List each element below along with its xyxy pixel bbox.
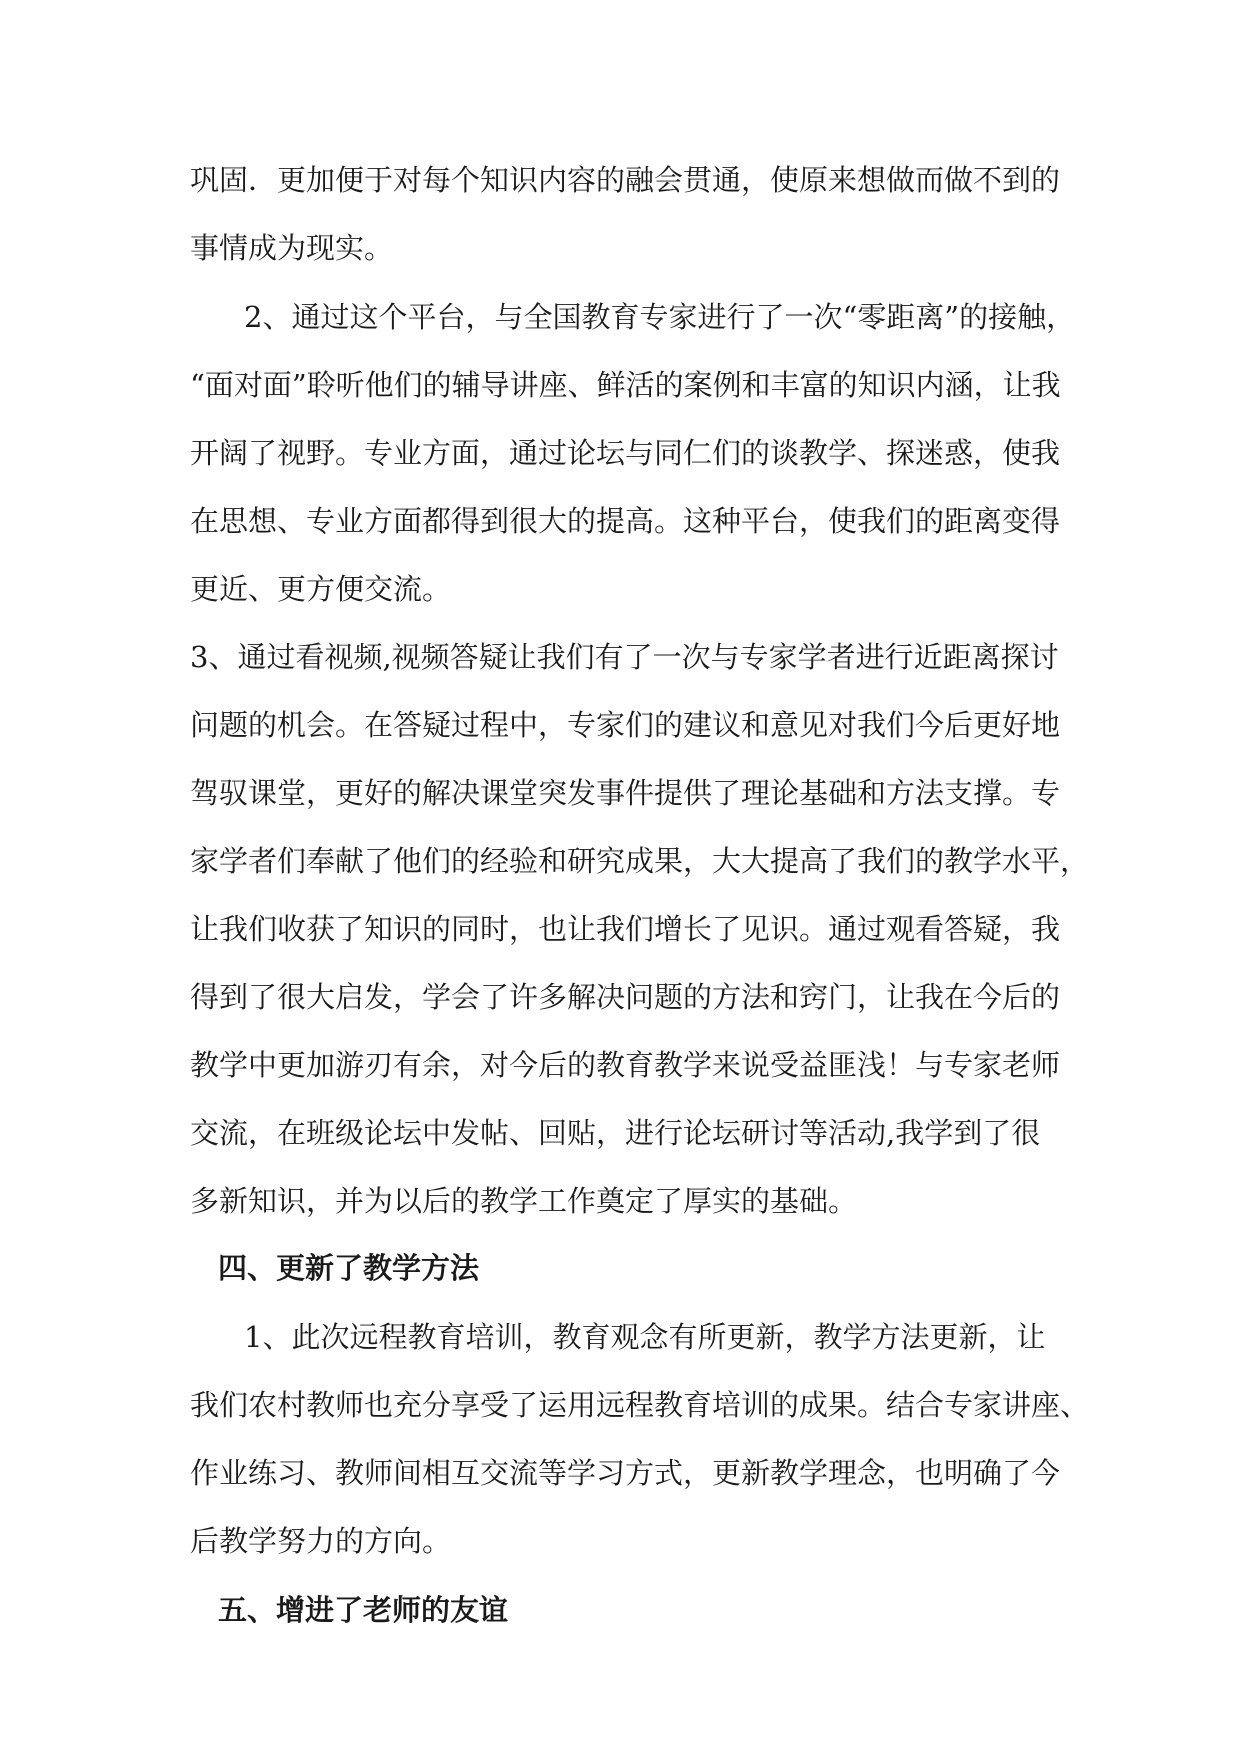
text-line: 在思想、专业方面都得到很大的提高。这种平台，使我们的距离变得 bbox=[190, 504, 1061, 538]
paragraph-start-line: 2、通过这个平台，与全国教育专家进行了一次“零距离”的接触， bbox=[244, 300, 1076, 334]
text-line: “面对面”聆听他们的辅导讲座、鲜活的案例和丰富的知识内涵，让我 bbox=[190, 368, 1061, 402]
text-line: 得到了很大启发，学会了许多解决问题的方法和窍门，让我在今后的 bbox=[190, 980, 1061, 1014]
text-line: 多新知识，并为以后的教学工作奠定了厚实的基础。 bbox=[190, 1184, 858, 1218]
text-line: 教学中更加游刃有余，对今后的教育教学来说受益匪浅！与专家老师 bbox=[190, 1048, 1061, 1082]
text-line: 我们农村教师也充分享受了运用远程教育培训的成果。结合专家讲座、 bbox=[190, 1388, 1090, 1422]
paragraph-start-line: 1、此次远程教育培训，教育观念有所更新，教学方法更新，让 bbox=[244, 1320, 1046, 1354]
paragraph-start-line: 3、通过看视频,视频答疑让我们有了一次与专家学者进行近距离探讨 bbox=[190, 640, 1059, 674]
text-line: 开阔了视野。专业方面，通过论坛与同仁们的谈教学、探迷惑，使我 bbox=[190, 436, 1061, 470]
section-heading: 四、更新了教学方法 bbox=[218, 1251, 480, 1285]
text-line: 后教学努力的方向。 bbox=[190, 1524, 452, 1558]
text-line: 交流，在班级论坛中发帖、回贴，进行论坛研讨等活动,我学到了很 bbox=[190, 1116, 1041, 1150]
text-line: 驾驭课堂，更好的解决课堂突发事件提供了理论基础和方法支撑。专 bbox=[190, 776, 1061, 810]
text-line: 让我们收获了知识的同时，也让我们增长了见识。通过观看答疑，我 bbox=[190, 912, 1061, 946]
text-line: 作业练习、教师间相互交流等学习方式，更新教学理念，也明确了今 bbox=[190, 1456, 1061, 1490]
text-line: 更近、更方便交流。 bbox=[190, 572, 452, 606]
text-line: 家学者们奉献了他们的经验和研究成果，大大提高了我们的教学水平， bbox=[190, 844, 1090, 878]
text-line: 巩固．更加便于对每个知识内容的融会贯通，使原来想做而做不到的 bbox=[190, 163, 1061, 197]
section-heading: 五、增进了老师的友谊 bbox=[218, 1593, 509, 1627]
text-line: 问题的机会。在答疑过程中，专家们的建议和意见对我们今后更好地 bbox=[190, 708, 1061, 742]
text-line: 事情成为现实。 bbox=[190, 231, 394, 265]
